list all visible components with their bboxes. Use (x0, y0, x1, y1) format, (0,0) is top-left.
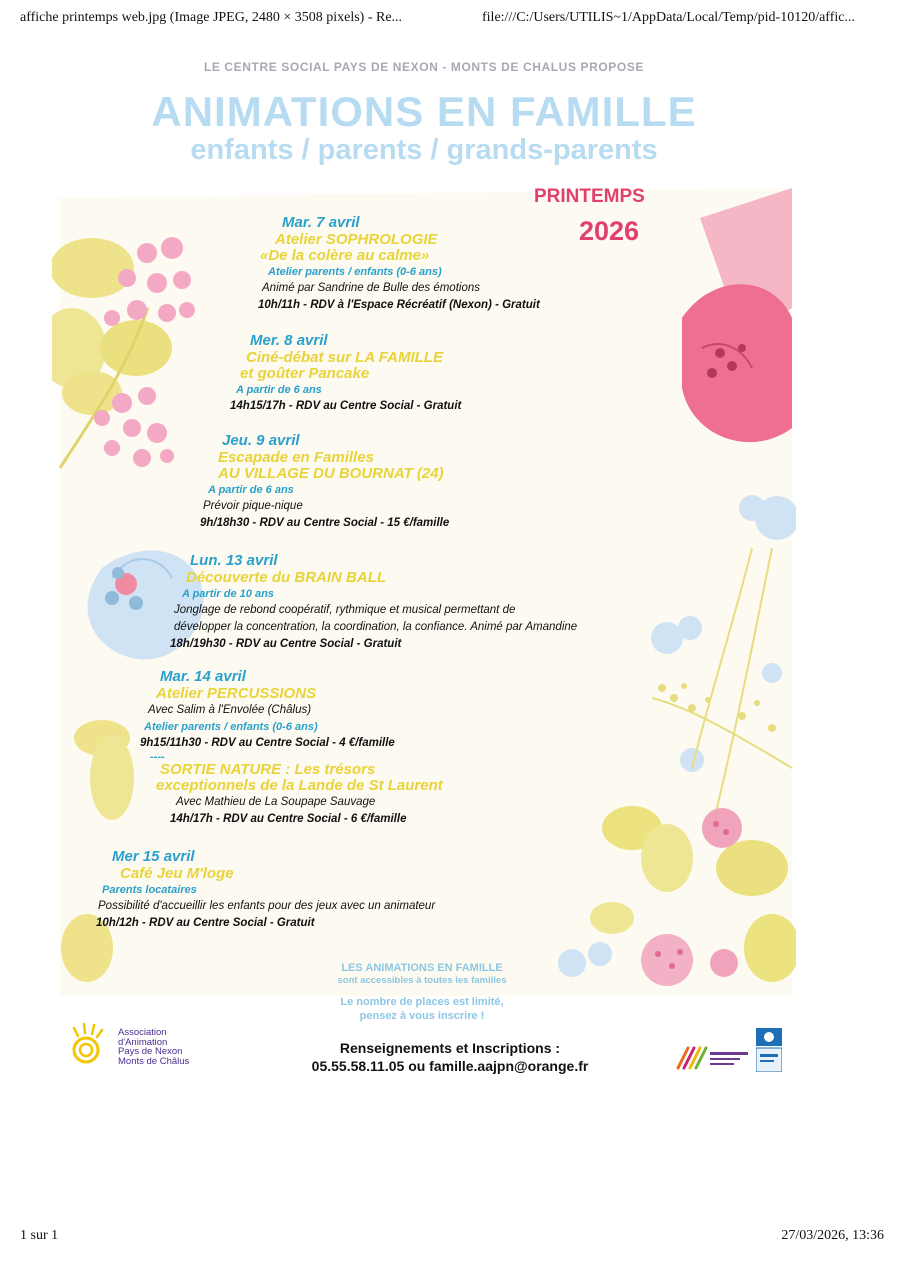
event-description: Prévoir pique-nique (203, 500, 303, 512)
event-name-line2: AU VILLAGE DU BOURNAT (24) (218, 465, 444, 482)
event-date: Mar. 14 avril (160, 668, 246, 685)
caf-logo-icon (756, 1028, 782, 1072)
event-name-nature: SORTIE NATURE : Les trésors (160, 761, 376, 778)
places-note: Le nombre de places est limité, (340, 996, 504, 1008)
association-line1: Association (118, 1027, 167, 1038)
contact-title: Renseignements et Inscriptions : (339, 1040, 561, 1056)
event-5 (140, 668, 443, 828)
poster-subtitle: enfants / parents / grands-parents (190, 134, 658, 166)
event-name-line2: «De la colère au calme» (260, 247, 430, 264)
event-audience: A partir de 6 ans (208, 484, 294, 496)
contact-info: 05.55.58.11.05 ou famille.aajpn@orange.fr (311, 1058, 589, 1074)
event-info: 9h15/11h30 - RDV au Centre Social - 4 €/famille (140, 737, 395, 749)
event-name: Café Jeu M'loge (120, 865, 234, 882)
event-date: Mer 15 avril (112, 848, 195, 865)
print-footer-pages: 1 sur 1 (20, 1228, 59, 1243)
event-info: 10h/12h - RDV au Centre Social - Gratuit (96, 917, 315, 929)
event-date: Jeu. 9 avril (222, 432, 300, 449)
association-line2: d'Animation (118, 1036, 168, 1048)
access-note-title: LES ANIMATIONS EN FAMILLE (341, 962, 503, 974)
event-info: 10h/11h - RDV à l'Espace Récréatif (Nexon) - Gratuit (258, 299, 540, 311)
association-line3: Pays de Nexon (118, 1046, 183, 1057)
event-description: Animé par Sandrine de Bulle des émotions (262, 282, 480, 294)
event-description-nature: Avec Mathieu de La Soupape Sauvage (176, 796, 376, 808)
event-name: Escapade en Familles (218, 449, 374, 466)
proposer-line: LE CENTRE SOCIAL PAYS DE NEXON - MONTS DE CHALUS PROPOSE (203, 60, 645, 74)
event-audience: Atelier parents / enfants (0-6 ans) (144, 721, 318, 733)
event-description-line2: développer la concentration, la coordination, la confiance. Animé par Amandine (174, 621, 578, 633)
pays-de-nexon-logo-icon (676, 1034, 752, 1074)
event-name: Découverte du BRAIN BALL (186, 569, 387, 586)
poster-title: ANIMATIONS EN FAMILLE (151, 88, 697, 135)
event-date: Mer. 8 avril (250, 332, 328, 349)
event-name-nature-line2: exceptionnels de la Lande de St Laurent (156, 777, 443, 794)
event-description: Jonglage de rebond coopératif, rythmique et musical permettant de (174, 604, 516, 616)
event-audience: Atelier parents / enfants (0-6 ans) (268, 266, 442, 278)
print-header-url: file:///C:/Users/UTILIS~1/AppData/Local/Temp/pid-10120/affic... (482, 10, 855, 25)
print-header-title: affiche printemps web.jpg (Image JPEG, 2480 × 3508 pixels) - Re... (20, 10, 403, 25)
event-name-line2: et goûter Pancake (240, 365, 370, 382)
event-audience: Parents locataires (102, 884, 197, 896)
event-description: Possibilité d'accueillir les enfants pour des jeux avec un animateur (98, 900, 436, 912)
event-description: Avec Salim à l'Envolée (Châlus) (148, 704, 312, 716)
event-info: 14h15/17h - RDV au Centre Social - Gratuit (230, 400, 462, 412)
event-name: Atelier PERCUSSIONS (156, 685, 317, 702)
event-2 (230, 332, 461, 415)
event-audience: A partir de 10 ans (182, 588, 274, 600)
event-separator: ---- (150, 751, 165, 763)
event-date: Mar. 7 avril (282, 214, 360, 231)
event-info-nature: 14h/17h - RDV au Centre Social - 6 €/famille (170, 813, 407, 825)
event-info: 18h/19h30 - RDV au Centre Social - Gratuit (170, 638, 402, 650)
season-year: 2026 (579, 216, 640, 246)
event-name: Atelier SOPHROLOGIE (275, 231, 438, 248)
event-name: Ciné-débat sur LA FAMILLE (246, 349, 443, 366)
event-date: Lun. 13 avril (190, 552, 278, 569)
event-audience: A partir de 6 ans (236, 384, 322, 396)
event-1 (258, 214, 540, 314)
access-note-subtitle: sont accessibles à toutes les familles (337, 975, 507, 986)
event-3 (200, 432, 449, 532)
poster (52, 48, 796, 1088)
print-footer-timestamp: 27/03/2026, 13:36 (781, 1228, 884, 1243)
season-label: PRINTEMPS (534, 186, 645, 207)
event-info: 9h/18h30 - RDV au Centre Social - 15 €/famille (200, 517, 450, 529)
event-6 (96, 848, 435, 932)
association-line4: Monts de Châlus (118, 1055, 190, 1067)
register-note: pensez à vous inscrire ! (359, 1010, 485, 1022)
event-4 (170, 552, 577, 653)
